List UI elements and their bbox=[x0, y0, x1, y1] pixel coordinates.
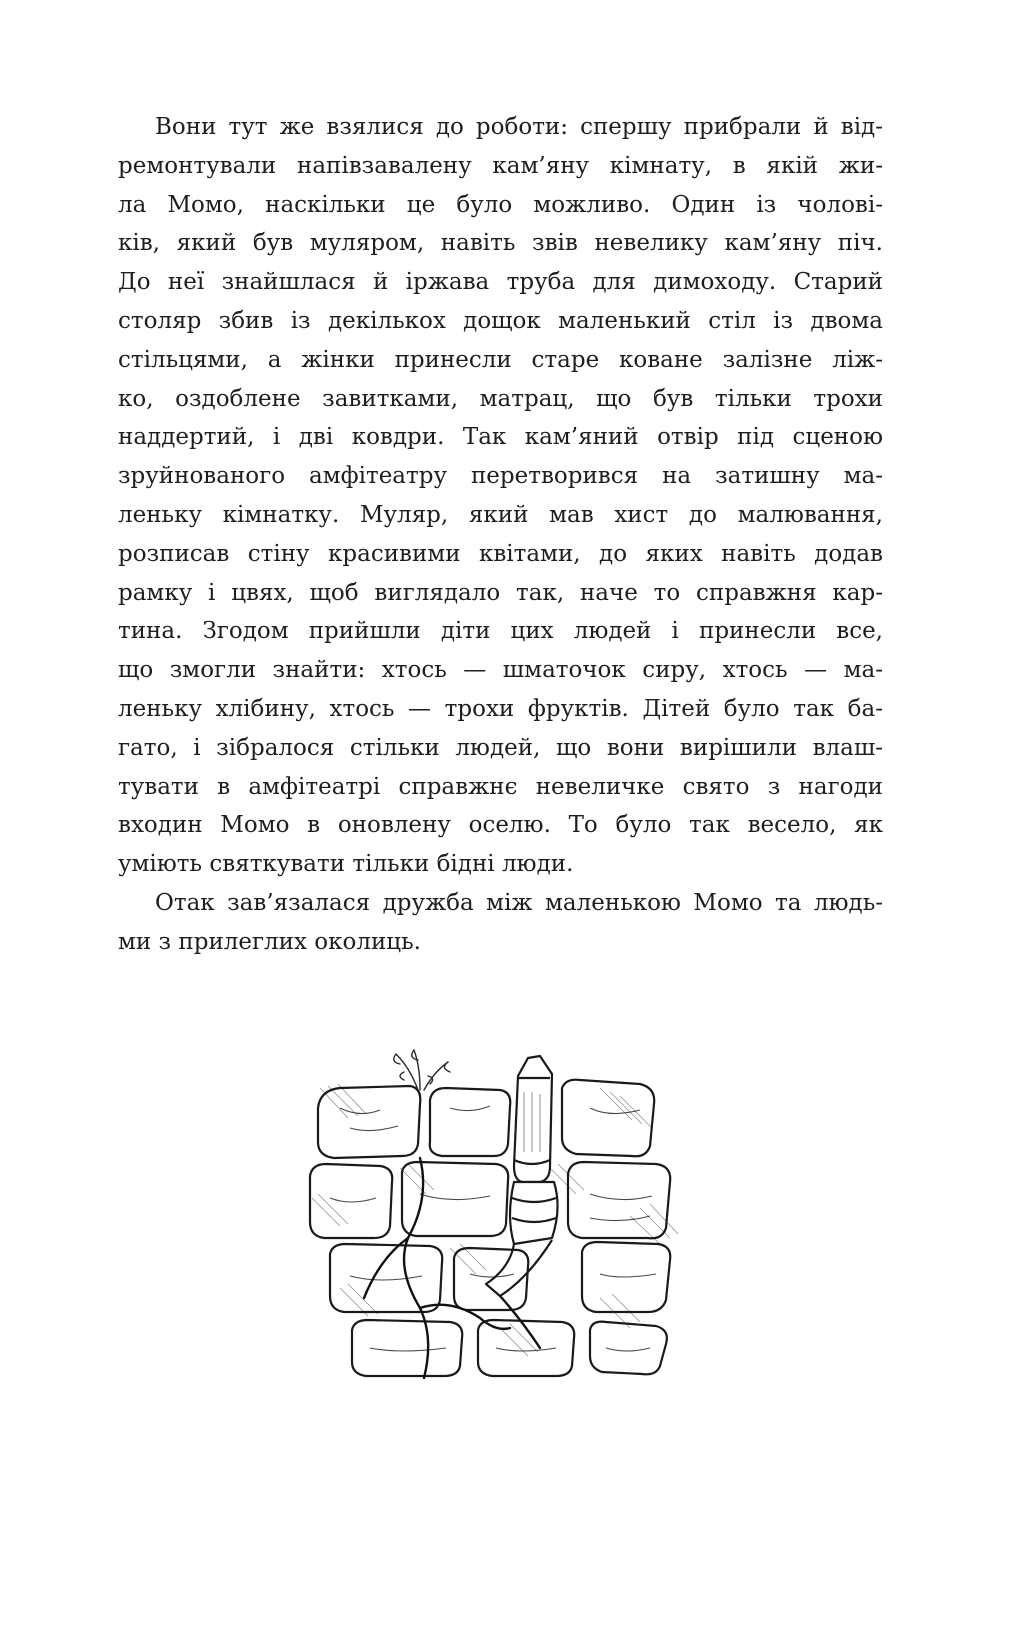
paragraph-1 bbox=[118, 108, 883, 884]
text-line: ла Момо, наскільки це було можливо. Один із чолові- bbox=[118, 191, 883, 218]
pipe-icon bbox=[486, 1056, 558, 1296]
text-line: ко, оздоблене завитками, матрац, що був тільки трохи bbox=[118, 385, 883, 412]
text-line: тина. Згодом прийшли діти цих людей і принесли все, bbox=[118, 618, 883, 645]
text-line: тувати в амфітеатрі справжнє невеличке свято з нагоди bbox=[118, 773, 883, 800]
text-line: леньку хлібину, хтось — трохи фруктів. Дітей було так ба- bbox=[118, 695, 883, 722]
text-line: зруйнованого амфітеатру перетворився на затишну ма- bbox=[118, 463, 883, 490]
text-line: рамку і цвях, щоб виглядало так, наче то справжня кар- bbox=[118, 579, 883, 606]
text-line: входин Момо в оновлену оселю. То було так весело, як bbox=[118, 812, 883, 839]
text-line: столяр збив із декількох дощок маленький стіл із двома bbox=[118, 307, 883, 334]
text-line: леньку кімнатку. Муляр, який мав хист до малювання, bbox=[118, 501, 883, 528]
text-line: Вони тут же взялися до роботи: спершу прибрали й від- bbox=[155, 114, 883, 140]
text-line: Отак зав’язалася дружба між маленькою Момо та людь- bbox=[155, 889, 883, 916]
text-line: ми з прилеглих околиць. bbox=[118, 928, 421, 955]
text-line: ків, який був муляром, навіть звів невелику кам’яну піч. bbox=[118, 230, 883, 257]
text-block bbox=[118, 108, 883, 962]
paragraph-2 bbox=[118, 884, 883, 962]
text-line: що змогли знайти: хтось — шматочок сиру, хтось — ма- bbox=[118, 657, 883, 684]
text-line: наддертий, і дві ковдри. Так кам’яний отвір під сценою bbox=[118, 424, 883, 451]
text-line: гато, і зібралося стільки людей, що вони вирішили влаш- bbox=[118, 734, 883, 761]
plant-icon bbox=[394, 1050, 450, 1090]
stone-cracks bbox=[330, 1106, 656, 1351]
text-line: ремонтували напівзавалену кам’яну кімнату, в якій жи- bbox=[118, 152, 883, 179]
text-line: стільцями, а жінки принесли старе коване залізне ліж- bbox=[118, 346, 883, 373]
stone-wall-illustration bbox=[300, 1048, 700, 1383]
text-line: розписав стіну красивими квітами, до яких навіть додав bbox=[118, 540, 883, 567]
text-line: уміють святкувати тільки бідні люди. bbox=[118, 851, 574, 878]
text-line: До неї знайшлася й іржава труба для димоходу. Старий bbox=[118, 269, 883, 296]
stone-blocks bbox=[310, 1080, 670, 1376]
